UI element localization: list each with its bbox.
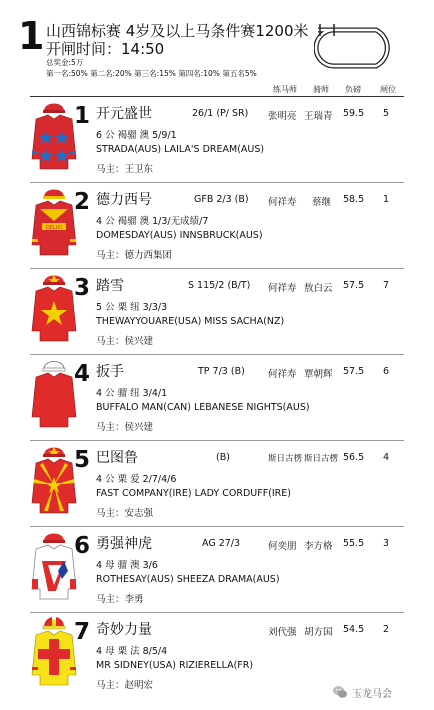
entry-row [0,441,434,527]
horse-form: GFB 2/3 (B) [194,194,249,205]
horse-number: 3 [74,275,91,301]
pedigree: THEWAYYOUARE(USA) MISS SACHA(NZ) [96,316,285,327]
horse-form: S 115/2 (B/T) [188,280,251,291]
weight: 57.5 [343,280,365,291]
pedigree: DOMESDAY(AUS) INNSBRUCK(AUS) [96,230,263,241]
horse-number: 1 [74,103,91,129]
jockey-name: 敖白云 [304,283,333,294]
watermark-text: 玉龙马会 [352,689,392,700]
race-title: 山西锦标赛 4岁及以上马条件赛1200米 [46,22,309,40]
watermark [332,683,428,701]
svg-text:DELIXI: DELIXI [45,225,63,231]
horse-number: 6 [74,533,91,559]
horse-details: 4 公 栗 爱 2/7/4/6 [96,474,177,485]
jockey-name: 蔡继 [312,197,332,208]
jockey-name: 胡方国 [304,627,333,638]
col-jockey: 骑师 [313,85,329,94]
track-layout-icon [314,22,404,70]
owner: 马主：赵明宏 [96,680,154,691]
draw: 7 [383,280,390,291]
jockey-name: 李方格 [304,541,333,552]
horse-details: 4 母 栗 法 8/5/4 [96,646,168,657]
trainer-name: 何祥寿 [268,283,297,294]
weight: 55.5 [343,538,365,549]
horse-details: 6 公 褐骝 澳 5/9/1 [96,130,177,141]
horse-name: 踏雪 [96,278,124,294]
prize-split: 第一名:50% 第二名:20% 第三名:15% 第四名:10% 第五名5% [46,69,257,78]
prize-total: 总奖金:5万 [46,58,84,67]
horse-form: TP 7/3 (B) [198,366,245,377]
owner: 马主：王卫东 [96,164,154,175]
horse-name: 奇妙力量 [96,622,152,638]
owner: 马主：德力西集团 [96,250,173,261]
col-draw: 闸位 [380,85,396,94]
owner: 马主：安志强 [96,508,154,519]
pedigree: FAST COMPANY(IRE) LADY CORDUFF(IRE) [96,488,291,499]
trainer-name: 何祥寿 [268,197,297,208]
horse-details: 5 公 栗 纽 3/3/3 [96,302,168,313]
wechat-icon [332,684,348,700]
pedigree: ROTHESAY(AUS) SHEEZA DRAMA(AUS) [96,574,280,585]
entry-row [0,97,434,183]
pedigree: MR SIDNEY(USA) RIZIERELLA(FR) [96,660,254,671]
horse-number: 5 [74,447,91,473]
trainer-name: 何祥寿 [268,369,297,380]
col-weight: 负磅 [345,85,361,94]
owner: 马主：侯兴建 [96,422,154,433]
horse-number: 2 [74,189,91,215]
entry-row [0,269,434,355]
trainer-name: 张明亮 [268,111,297,122]
race-number: 1 [18,14,45,58]
horse-form: AG 27/3 [202,538,241,549]
weight: 59.5 [343,108,365,119]
owner: 马主：李勇 [96,594,144,605]
weight: 58.5 [343,194,365,205]
horse-details: 4 母 骝 澳 3/6 [96,560,158,571]
entry-row [0,527,434,613]
draw: 1 [383,194,390,205]
horse-form: 26/1 (P/ SR) [192,108,249,119]
draw: 2 [383,624,390,635]
horse-name: 巴图鲁 [96,450,138,466]
owner: 马主：侯兴建 [96,336,154,347]
jockey-name: 斯日古楞 [304,454,339,464]
draw: 3 [383,538,390,549]
weight: 57.5 [343,366,365,377]
trainer-name: 斯日古楞 [268,454,303,464]
draw: 5 [383,108,390,119]
horse-details: 4 公 褐骝 澳 1/3/无成绩/7 [96,216,209,227]
horse-form: (B) [216,452,230,463]
horse-number: 7 [74,619,91,645]
weight: 56.5 [343,452,365,463]
entry-row [0,355,434,441]
jockey-name: 覃朝辉 [304,369,333,380]
pedigree: BUFFALO MAN(CAN) LEBANESE NIGHTS(AUS) [96,402,310,413]
horse-name: 勇强神虎 [96,536,152,552]
horse-number: 4 [74,361,91,387]
trainer-name: 何奕朋 [268,541,297,552]
draw: 6 [383,366,390,377]
horse-details: 4 公 骝 纽 3/4/1 [96,388,168,399]
horse-name: 开元盛世 [96,106,152,122]
race-header [0,0,434,80]
col-trainer: 练马师 [273,85,297,94]
entry-row [0,183,434,269]
horse-name: 德力西号 [96,192,152,208]
jockey-name: 王瑞青 [304,111,333,122]
weight: 54.5 [343,624,365,635]
trainer-name: 刘代强 [268,627,297,638]
pedigree: STRADA(AUS) LAILA'S DREAM(AUS) [96,144,265,155]
draw: 4 [383,452,390,463]
horse-name: 扳手 [96,364,124,380]
column-headers [0,84,434,96]
gate-time: 开闸时间：14:50 [46,40,165,58]
